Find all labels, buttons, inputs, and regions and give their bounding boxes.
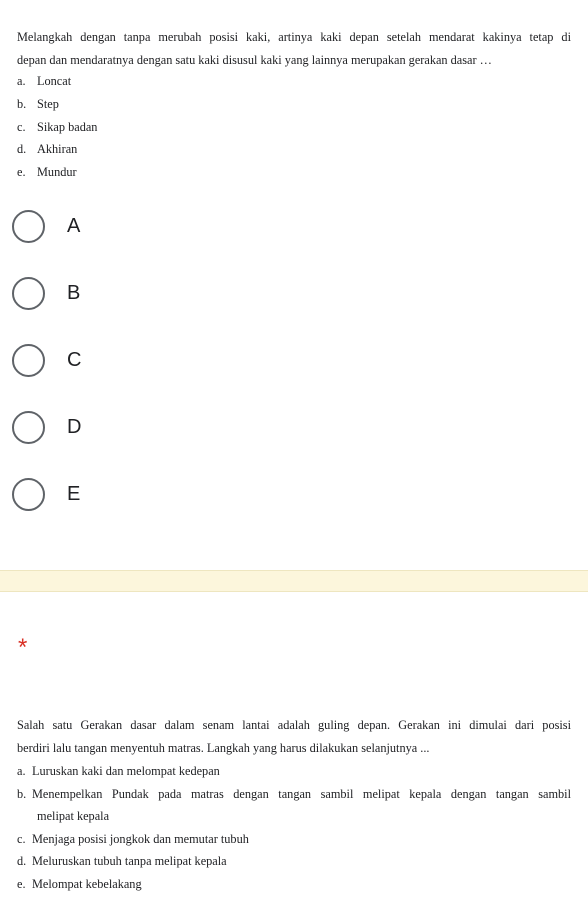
question-1-text-line-2 — [17, 49, 571, 72]
radio-choice-a[interactable] — [12, 208, 80, 244]
radio-choice-c[interactable] — [12, 342, 81, 378]
question-1-line-2: depan dan mendaratnya dengan satu kaki disusul kaki yang lainnya merupakan gerakan dasar … — [17, 53, 492, 67]
radio-circle-icon[interactable] — [12, 210, 45, 243]
section-divider-band — [0, 570, 588, 592]
q2-option-d: d. Meluruskan tubuh tanpa melipat kepala — [17, 854, 227, 868]
q2-option-b-continuation: melipat kepala — [37, 809, 110, 823]
q2-option-a: a. Luruskan kaki dan melompat kedepan — [17, 764, 220, 778]
question-1-text — [17, 26, 571, 49]
radio-circle-icon[interactable] — [12, 411, 45, 444]
q1-option-c: c. Sikap badan — [17, 120, 98, 134]
radio-choice-b[interactable] — [12, 275, 80, 311]
question-2-text-line-2 — [17, 737, 571, 760]
q1-option-a: a. Loncat — [17, 74, 72, 88]
radio-label-a: A — [67, 214, 81, 237]
radio-choice-d[interactable] — [12, 409, 81, 445]
q2-option-e: e. Melompat kebelakang — [17, 877, 142, 891]
required-asterisk: * — [18, 634, 28, 661]
question-2-text — [17, 714, 571, 737]
question-2-line-1: Salah satu Gerakan dasar dalam senam lantai adalah guling depan. Gerakan ini dimulai dari posisi — [17, 718, 571, 732]
radio-circle-icon[interactable] — [12, 478, 45, 511]
radio-label-d: D — [67, 415, 82, 438]
q2-option-b: b. Menempelkan Pundak pada matras dengan tangan sambil melipat kepala dengan tangan sambil — [17, 787, 571, 801]
q1-option-d: d. Akhiran — [17, 142, 78, 156]
q1-option-b: b. Step — [17, 97, 59, 111]
question-2-line-2: berdiri lalu tangan menyentuh matras. Langkah yang harus dilakukan selanjutnya ... — [17, 741, 430, 755]
radio-label-e: E — [67, 482, 81, 505]
q1-option-e: e. Mundur — [17, 165, 77, 179]
radio-circle-icon[interactable] — [12, 277, 45, 310]
radio-choice-e[interactable] — [12, 476, 80, 512]
q2-option-c: c. Menjaga posisi jongkok dan memutar tubuh — [17, 832, 249, 846]
radio-circle-icon[interactable] — [12, 344, 45, 377]
question-1-line-1: Melangkah dengan tanpa merubah posisi kaki, artinya kaki depan setelah mendarat kakinya tetap di — [17, 30, 571, 44]
radio-label-b: B — [67, 281, 81, 304]
radio-label-c: C — [67, 348, 82, 371]
